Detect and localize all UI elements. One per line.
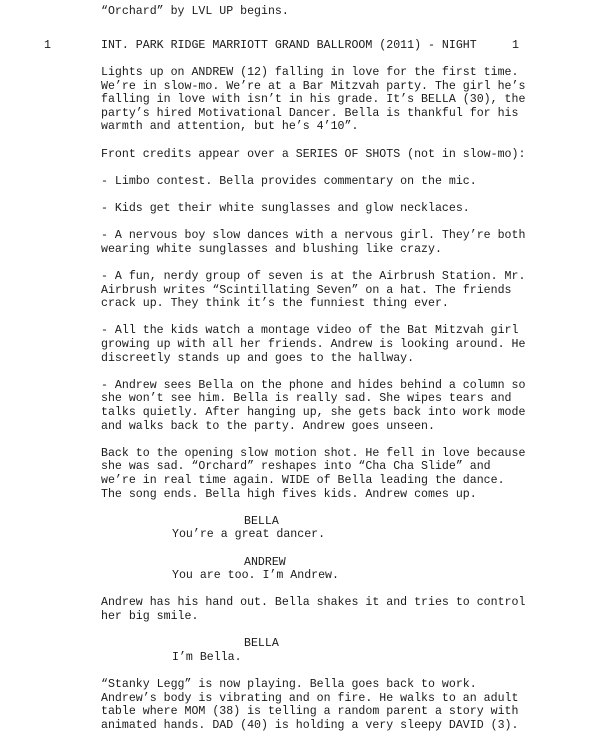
dialogue-line: You’re a great dancer.: [172, 528, 326, 542]
action-line: Andrew’s body is vibrating and on fire. He walks to an adult: [101, 691, 519, 705]
action-line: talks quietly. After hanging up, she gets back into work mode: [101, 406, 526, 419]
character-name: BELLA: [244, 514, 279, 528]
lead-in-text: “Orchard” by LVL UP begins.: [101, 5, 289, 18]
character-name: BELLA: [244, 637, 279, 651]
action-line: party’s hired Motivational Dancer. Bella is thankful for his: [101, 106, 519, 120]
action-line: falling in love with isn’t in his grade. It’s BELLA (30), the: [101, 93, 526, 107]
action-line: we’re in real time again. WIDE of Bella leading the dance.: [101, 474, 505, 487]
action-line: growing up with all her friends. Andrew is looking around. He: [101, 338, 526, 351]
action-line: crack up. They think it’s the funniest thing ever.: [101, 297, 449, 311]
action-line: “Stanky Legg” is now playing. Bella goes back to work.: [101, 678, 477, 691]
action-line: The song ends. Bella high fives kids. Andrew comes up.: [101, 487, 477, 501]
action-line: Front credits appear over a SERIES OF SHOTS (not in slow-mo):: [101, 147, 526, 161]
dialogue-line: You are too. I’m Andrew.: [172, 569, 339, 583]
scene-number-left: 1: [44, 39, 51, 52]
action-line: Airbrush writes “Scintillating Seven” on a hat. The friends: [101, 283, 512, 297]
action-line: she was sad. “Orchard” reshapes into “Cha Cha Slide” and: [101, 460, 491, 474]
action-line: her big smile.: [101, 610, 199, 623]
action-line: We’re in slow-mo. We’re at a Bar Mitzvah party. The girl he’s: [101, 79, 526, 93]
action-line: - A nervous boy slow dances with a nervous girl. They’re both: [101, 229, 526, 243]
action-line: table where MOM (38) is telling a random parent a story with: [101, 705, 519, 719]
action-line: - Limbo contest. Bella provides commentary on the mic.: [101, 174, 477, 188]
action-line: wearing white sunglasses and blushing like crazy.: [101, 242, 442, 256]
character-name: ANDREW: [244, 555, 286, 569]
action-line: Andrew has his hand out. Bella shakes it and tries to control: [101, 596, 526, 610]
action-line: Back to the opening slow motion shot. He fell in love because: [101, 446, 526, 460]
scene-heading: INT. PARK RIDGE MARRIOTT GRAND BALLROOM (2011) - NIGHT: [101, 39, 477, 52]
action-line: - Kids get their white sunglasses and glow necklaces.: [101, 202, 470, 215]
action-line: discreetly stands up and goes to the hallway.: [101, 351, 415, 365]
action-line: - A fun, nerdy group of seven is at the Airbrush Station. Mr.: [101, 270, 526, 283]
dialogue-line: I’m Bella.: [172, 650, 242, 664]
action-line: - Andrew sees Bella on the phone and hides behind a column so: [101, 378, 526, 392]
action-line: warmth and attention, but he’s 4’10”.: [101, 120, 359, 134]
action-line: she won’t see him. Bella is really sad. She wipes tears and: [101, 392, 512, 406]
scene-number-right: 1: [512, 39, 519, 52]
action-line: animated hands. DAD (40) is holding a very sleepy DAVID (3).: [101, 718, 519, 732]
action-line: - All the kids watch a montage video of the Bat Mitzvah girl: [101, 324, 519, 338]
action-line: Lights up on ANDREW (12) falling in love for the first time.: [101, 66, 519, 79]
action-line: and walks back to the party. Andrew goes unseen.: [101, 419, 435, 433]
